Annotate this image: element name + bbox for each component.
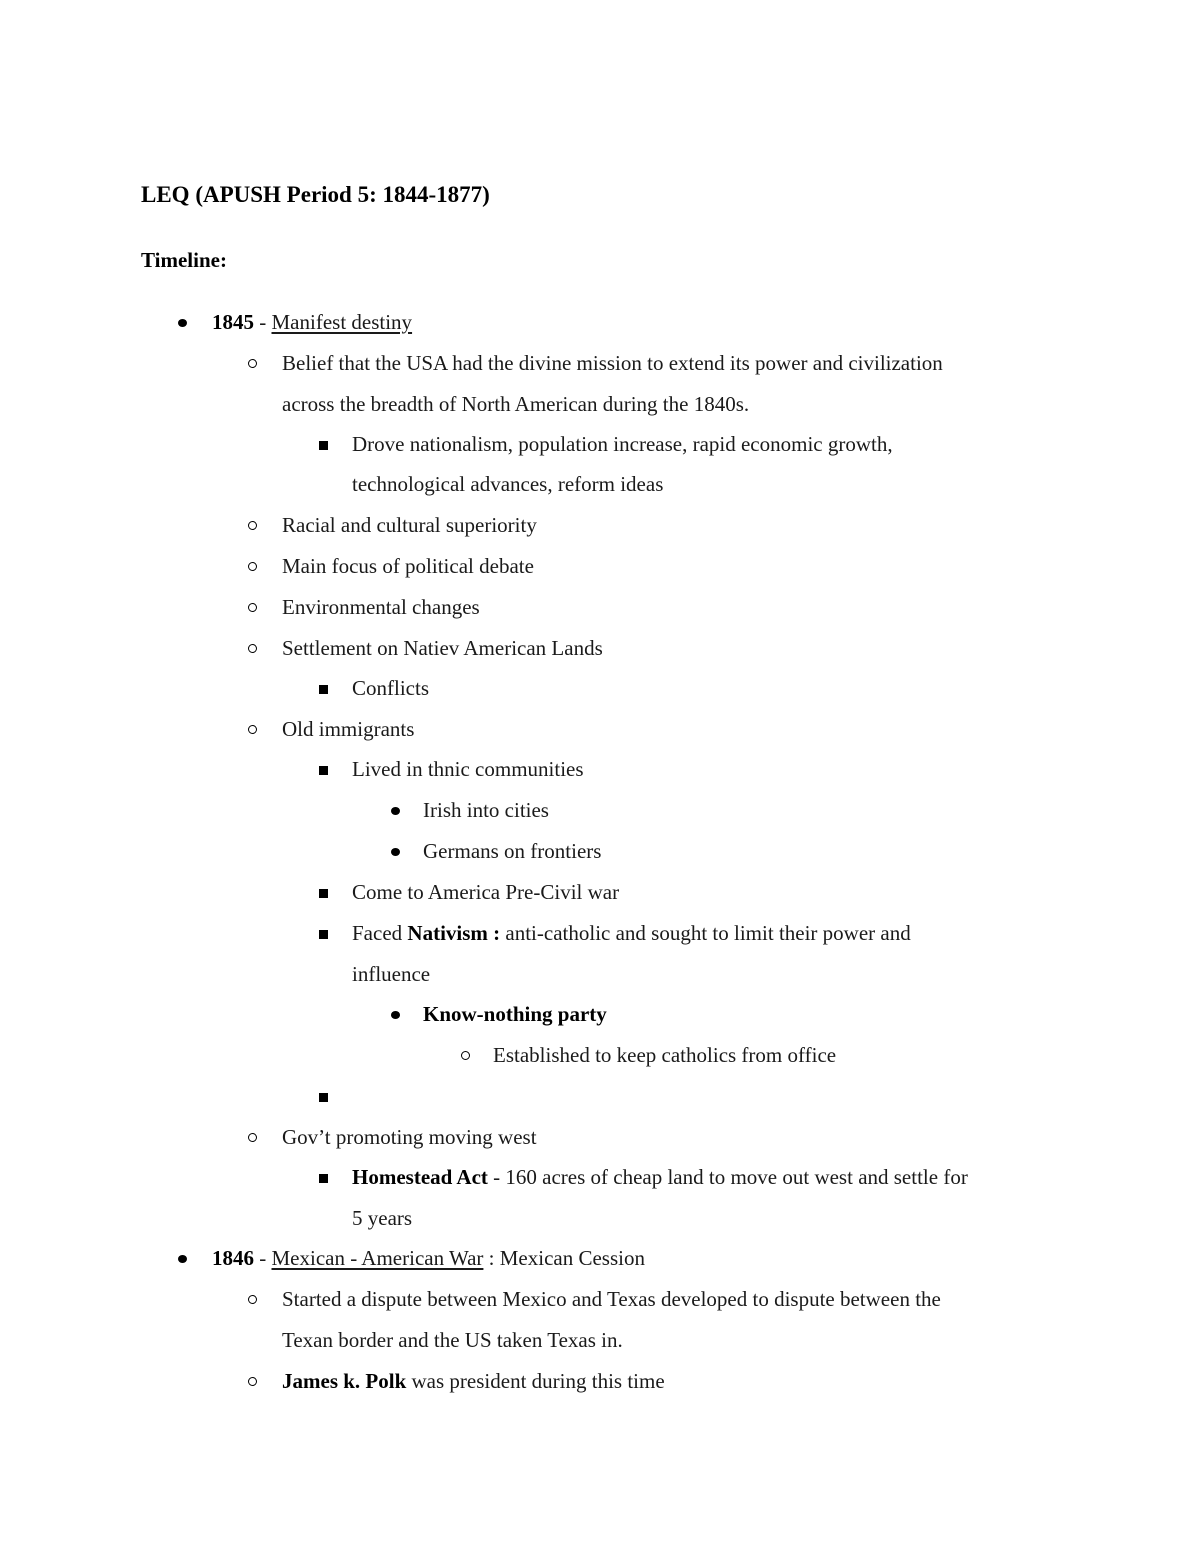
bullet-filled-icon: [391, 790, 411, 830]
list-item-empty: [0, 1076, 1200, 1116]
bullet-square-icon: [318, 872, 338, 912]
bullet-circle-icon: [248, 1279, 268, 1319]
bullet-square-icon: [318, 1157, 338, 1197]
timeline-heading: Timeline:: [141, 248, 227, 272]
list-item-1846: 1846 - Mexican - American War : Mexican Cession: [0, 1238, 1200, 1278]
list-item: Main focus of political debate: [0, 546, 1200, 586]
bullet-circle-icon: [248, 1117, 268, 1157]
bullet-filled-icon: [178, 1238, 198, 1278]
bullet-filled-icon: [391, 831, 411, 871]
bullet-filled-icon: [391, 994, 411, 1034]
term-polk: James k. Polk: [282, 1369, 407, 1393]
list-item: Irish into cities: [0, 790, 1200, 830]
list-item: Belief that the USA had the divine mission to extend its power and civilization: [0, 343, 1200, 383]
list-item: Conflicts: [0, 668, 1200, 708]
list-item: Germans on frontiers: [0, 831, 1200, 871]
document-title: LEQ (APUSH Period 5: 1844-1877): [141, 182, 490, 207]
list-item: Drove nationalism, population increase, rapid economic growth,: [0, 424, 1200, 464]
bullet-circle-icon: [248, 709, 268, 749]
year-label: 1846: [212, 1246, 254, 1270]
year-label: 1845: [212, 310, 254, 334]
list-item: Lived in thnic communities: [0, 749, 1200, 789]
list-item: Settlement on Natiev American Lands: [0, 628, 1200, 668]
list-item-continuation: technological advances, reform ideas: [352, 472, 664, 496]
list-item: [0, 994, 1200, 1034]
bullet-circle-icon: [248, 546, 268, 586]
bullet-square-icon: [318, 1076, 338, 1116]
bullet-square-icon: [318, 749, 338, 789]
list-item: Racial and cultural superiority: [0, 505, 1200, 545]
list-item-continuation: 5 years: [352, 1206, 413, 1230]
list-item: Faced Nativism : anti-catholic and sought to limit their power and: [0, 913, 1200, 953]
list-item: Gov’t promoting moving west: [0, 1117, 1200, 1157]
bullet-circle-icon: [248, 343, 268, 383]
bullet-circle-icon: [248, 587, 268, 627]
list-item: Come to America Pre-Civil war: [0, 872, 1200, 912]
list-item: Homestead Act - 160 acres of cheap land to move out west and settle for: [0, 1157, 1200, 1197]
topic-manifest-destiny: Manifest destiny: [271, 310, 413, 334]
list-item: Started a dispute between Mexico and Texas developed to dispute between the: [0, 1279, 1200, 1319]
bullet-square-icon: [318, 668, 338, 708]
list-item-continuation: Texan border and the US taken Texas in.: [282, 1328, 623, 1352]
list-item: Established to keep catholics from office: [0, 1035, 1200, 1075]
topic-mexican-american-war: Mexican - American War: [271, 1246, 484, 1270]
bullet-circle-icon: [248, 505, 268, 545]
list-item-1845: 1845 - Manifest destiny: [0, 302, 1200, 342]
list-item-continuation: across the breadth of North American during the 1840s.: [282, 392, 750, 416]
term-homestead-act: Homestead Act: [352, 1165, 488, 1189]
list-item-continuation: influence: [352, 962, 431, 986]
term-nativism: Nativism :: [407, 921, 501, 945]
bullet-circle-icon: [248, 1361, 268, 1401]
bullet-circle-icon: [248, 628, 268, 668]
list-item: Environmental changes: [0, 587, 1200, 627]
bullet-square-icon: [318, 424, 338, 464]
bullet-square-icon: [318, 913, 338, 953]
bullet-circle-icon: [461, 1035, 481, 1075]
list-item: James k. Polk was president during this time: [0, 1361, 1200, 1401]
term-know-nothing: Know-nothing party: [423, 1002, 607, 1026]
bullet-filled-icon: [178, 302, 198, 342]
list-item: Old immigrants: [0, 709, 1200, 749]
